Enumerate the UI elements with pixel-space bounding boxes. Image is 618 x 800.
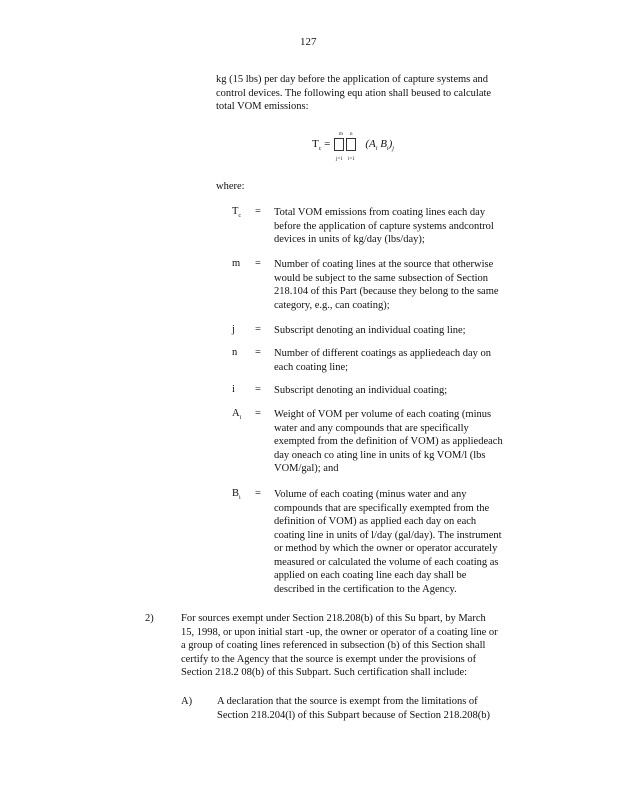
definition-symbol: m [232,258,241,269]
sum-upper-outer: m [339,132,343,137]
definition-text: Volume of each coating (minus water and any compounds that are specifically exempted from the definition of VOM) as applied each day on each coating line in units of l/day (gal/day). The instrument or method by which the owner or operator accurately measured or calculated the volume of each coating as applied on each coating line each day shall be described in the certification to the Agency. [274,489,502,595]
definition-text: Weight of VOM per volume of each coating (minus water and any compounds that are specifically exempted from the definition of VOM) as appliedeach day oneach co ating line in units of kg VOM/l (lbs VOM/gal); and [274,409,503,474]
equation-equals: = [324,138,331,151]
equation [312,138,394,152]
item-2-paragraph: For sources exempt under Section 218.208(b) of this Su bpart, by March 15, 1998, or upon initial start -up, the owner or operator of a coating line or a group of coating lines referenced in subsection (b) of this Section shall certify to the Agency that the source is exempt under the provisions of Section 218.2 08(b) of this Subpart. Such certification shall include: [181,613,498,678]
equation-term-sub1: i [375,146,378,153]
where-label: where: [216,181,245,192]
equation-term-sub3: j [392,146,394,153]
sum-upper-inner: n [350,132,353,137]
definition-equals: = [255,347,261,358]
equation-term-close: ) [388,138,393,151]
definition-symbol: j [232,324,235,335]
definition-equals: = [255,258,261,269]
summation-outer-icon [334,138,344,151]
equation-term-open: (A [365,138,376,151]
definition-equals: = [255,206,261,217]
sum-lower-inner: i=1 [348,157,355,162]
definition-equals: = [255,384,261,395]
definition-text: Subscript denoting an individual coating line; [274,325,466,336]
definition-symbol: n [232,347,238,358]
summation-inner-icon [346,138,356,151]
item-2-label: 2) [145,613,154,624]
definition-symbol: $T_c$ [232,206,242,220]
definition-equals: = [255,488,261,499]
sum-lower-outer: j=1 [336,157,343,162]
equation-term-mid: B [380,138,387,151]
intro-line: kg (15 lbs) per day before the application of capture systems and [216,74,489,85]
item-a-label: A) [181,696,193,707]
definition-symbol: i [232,384,235,395]
intro-paragraph [216,73,491,114]
equation-lhs: T [312,138,319,151]
item-a-paragraph: A declaration that the source is exempt from the limitations of Section 218.204(l) of this Subpart because of Section 218.208(b) [217,696,490,721]
definition-text: Number of coating lines at the source that otherwise would be subject to the same subsection of Section 218.104 of this Part (because they belong to the same category, e.g., can coating); [274,259,499,311]
page-number: 127 [300,36,317,48]
intro-line: total VOM emissions: [216,101,309,112]
definition-text: Subscript denoting an individual coating; [274,385,448,396]
definition-symbol: $A_i$ [232,408,242,422]
definition-text: Total VOM emissions from coating lines each day before the application of capture systems andcontrol devices in units of kg/day (lbs/day); [274,207,494,245]
definition-equals: = [255,408,261,419]
equation-lhs-sub: c [318,146,322,153]
intro-line: control devices. The following equ ation shall beused to calculate [216,87,492,99]
definition-symbol: $B_i$ [232,488,241,502]
definition-equals: = [255,324,261,335]
definition-text: Number of different coatings as appliedeach day on each coating line; [274,348,492,373]
equation-term-sub2: i [386,146,389,153]
